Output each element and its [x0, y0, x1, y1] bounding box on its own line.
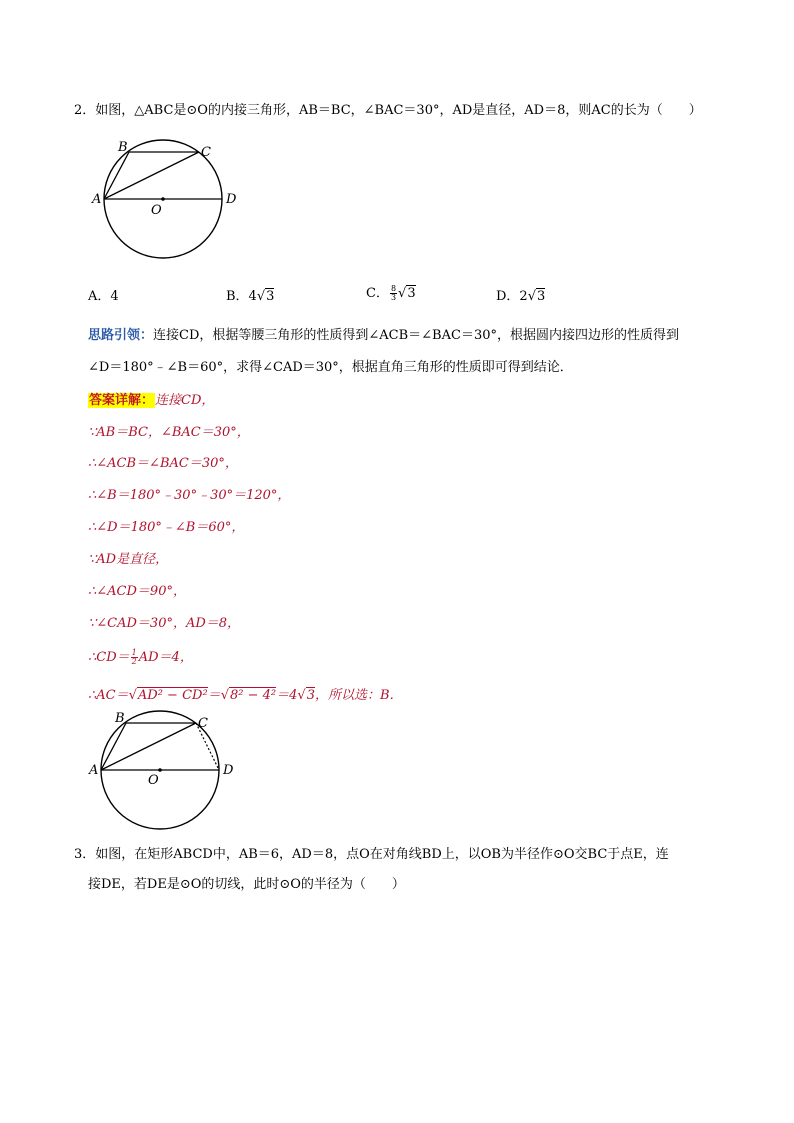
step8-prefix: ∴CD＝ — [88, 650, 130, 665]
step9-radicand-3: 3 — [306, 688, 315, 703]
hint-text-1: 连接CD，根据等腰三角形的性质得到∠ACB＝∠BAC＝30°，根据圆内接四边形的性质得到 — [153, 328, 679, 343]
option-a: A．4 — [88, 289, 119, 304]
question-number-3: 3 — [74, 847, 83, 862]
option-b: B．4√3 — [226, 289, 275, 304]
option-b-radicand: 3 — [266, 289, 275, 304]
center-point-2 — [158, 768, 162, 772]
hint-line-2: ∠D＝180°﹣∠B＝60°，求得∠CAD＝30°，根据直角三角形的性质即可得到结论． — [88, 360, 573, 375]
label-b-2: B — [115, 711, 125, 726]
option-b-coef: B．4 — [226, 289, 257, 304]
label-c: C — [201, 145, 211, 160]
step9-prefix: ∴AC＝ — [88, 688, 129, 703]
option-c-denominator: 3 — [390, 293, 397, 302]
label-a-2: A — [89, 763, 99, 778]
label-d-2: D — [223, 763, 234, 778]
answer-label: 答案详解： — [89, 393, 155, 408]
answer-step-1: ∵AB＝BC，∠BAC＝30°， — [88, 425, 250, 440]
option-d-coef: D．2 — [496, 289, 528, 304]
option-d-radicand: 3 — [537, 289, 546, 304]
option-d: D．2√3 — [496, 289, 546, 304]
answer-step-2: ∴∠ACB＝∠BAC＝30°， — [88, 456, 238, 471]
option-c-prefix: C． — [366, 286, 389, 301]
answer-intro: 连接CD， — [155, 393, 215, 408]
label-o-2: O — [148, 773, 159, 788]
step9-radicand-2: 8² − 4² — [229, 688, 277, 703]
label-b: B — [118, 140, 128, 155]
question-3-line-2: 接DE，若DE是⊙O的切线，此时⊙O的半径为（ ） — [88, 877, 405, 892]
answer-step-7: ∵∠CAD＝30°，AD＝8， — [88, 616, 241, 631]
answer-step-4: ∴∠D＝180°﹣∠B＝60°， — [88, 520, 245, 535]
question-text: ．如图，△ABC是⊙O的内接三角形，AB＝BC，∠BAC＝30°，AD是直径，AD＝8，则AC的长为（ ） — [82, 103, 702, 118]
label-o: O — [151, 203, 162, 218]
option-c-radicand: 3 — [407, 286, 416, 301]
step8-numerator: 1 — [131, 648, 137, 657]
segment-ab — [104, 152, 129, 199]
option-c-numerator: 8 — [390, 284, 397, 293]
answer-step-5: ∵AD是直径， — [88, 552, 169, 567]
option-c: C． $\frac{8}{3}$ √3 — [366, 284, 416, 302]
segment-ac-2 — [101, 723, 196, 770]
center-point — [161, 197, 165, 201]
question-2 — [74, 102, 702, 120]
segment-ac — [104, 152, 199, 199]
segment-ab-2 — [101, 723, 126, 770]
circle-figure-2 — [88, 706, 248, 836]
question-number: 2 — [74, 103, 83, 118]
question-3-line-1 — [74, 846, 669, 864]
hint-line-1 — [88, 324, 679, 343]
step8-suffix: AD＝4， — [138, 650, 193, 665]
step9-radicand-1: AD² − CD² — [137, 688, 208, 703]
answer-step-9: ∴AC＝√AD² − CD²＝√8² − 4²＝4√3，所以选：B． — [88, 688, 403, 703]
answer-step-6: ∴∠ACD＝90°， — [88, 584, 186, 599]
answer-step-3: ∴∠B＝180°﹣30°﹣30°＝120°， — [88, 488, 291, 503]
answer-step-8 — [88, 646, 193, 666]
step9-suffix: ，所以选：B． — [314, 688, 403, 703]
label-c-2: C — [198, 716, 208, 731]
question-3-text-1: ．如图，在矩形ABCD中，AB＝6，AD＝8，点O在对角线BD上，以OB为半径作⊙O交BC于点E，连 — [82, 847, 669, 862]
step9-equals-2: ＝4 — [276, 688, 298, 703]
circle-figure-1 — [88, 132, 248, 282]
step9-equals-1: ＝ — [207, 688, 221, 703]
step8-denominator: 2 — [131, 657, 137, 666]
hint-label: 思路引领： — [88, 328, 154, 343]
label-a: A — [92, 192, 102, 207]
label-d: D — [226, 192, 237, 207]
answer-header — [88, 389, 214, 408]
